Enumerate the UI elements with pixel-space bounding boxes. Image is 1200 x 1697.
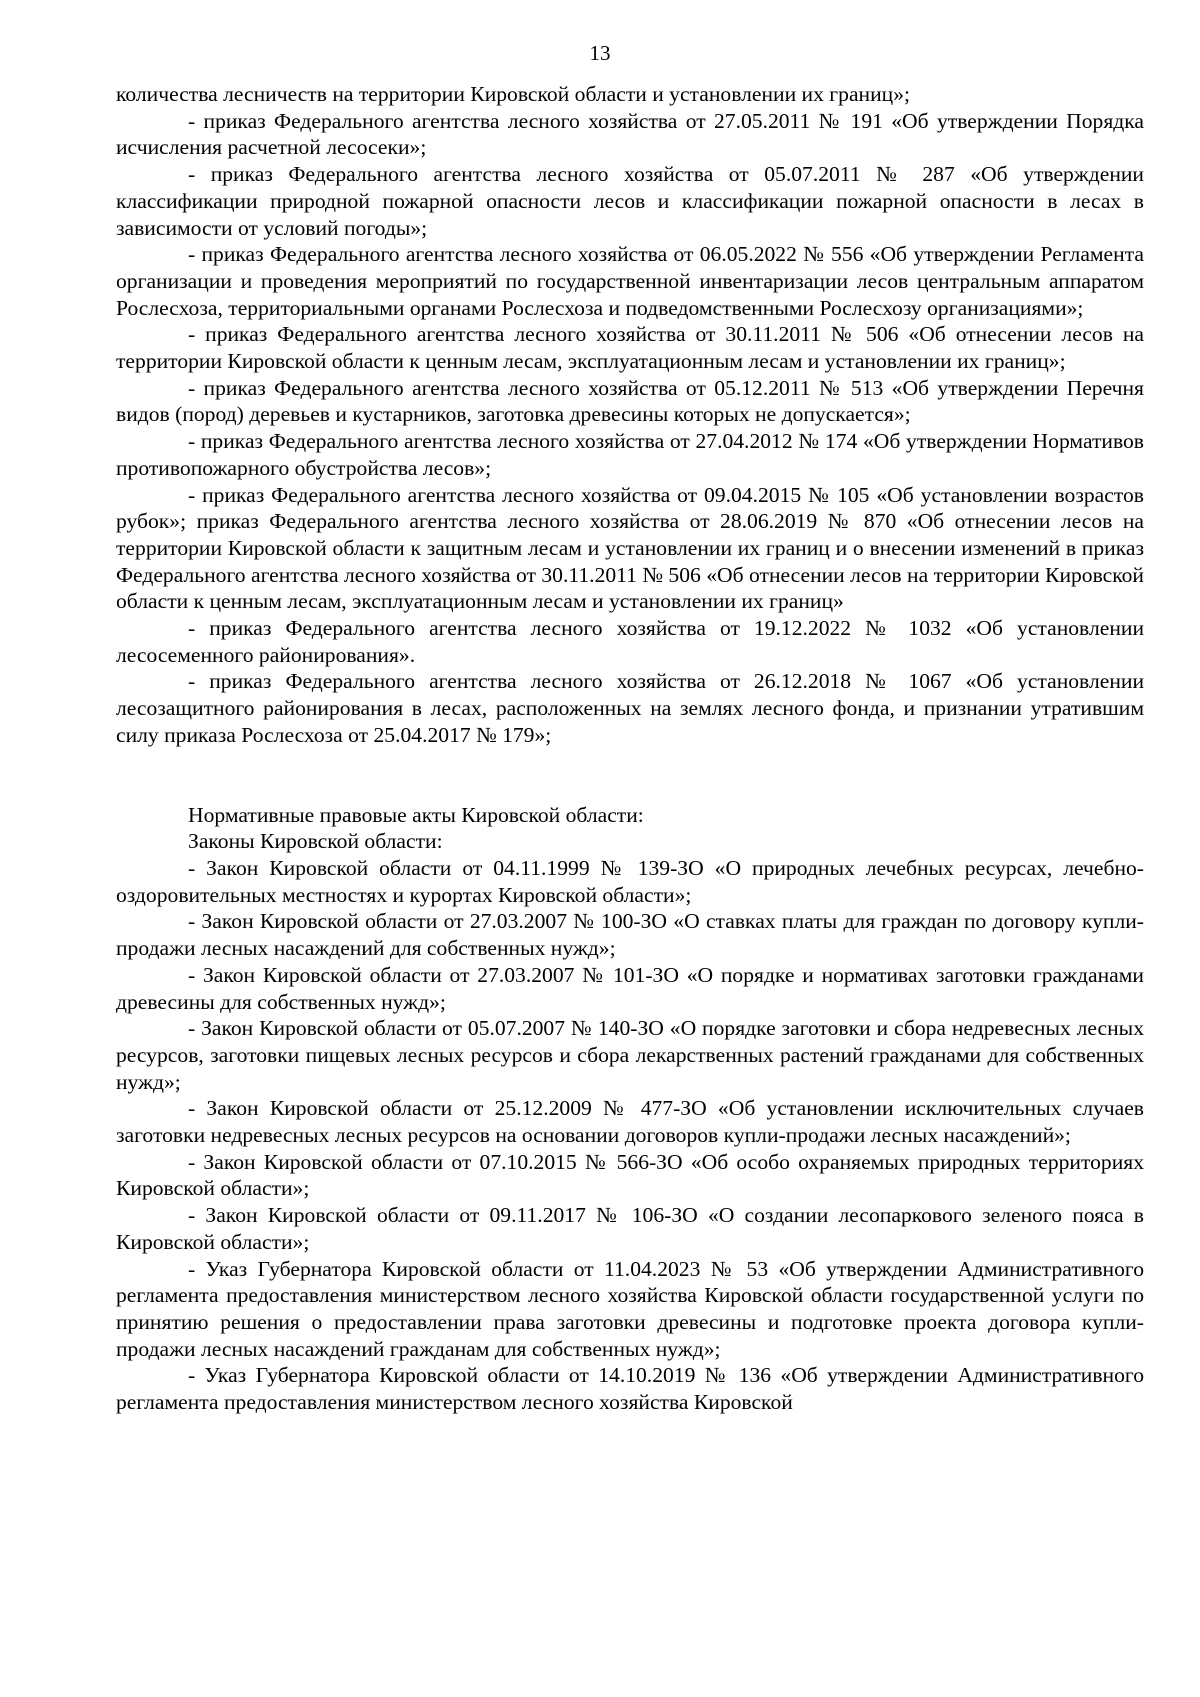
paragraph: - Указ Губернатора Кировской области от 14.10.2019 № 136 «Об утверждении Административного регламента предоставления министерством лесного хозяйства Кировской (116, 1363, 1144, 1415)
paragraph: - Закон Кировской области от 05.07.2007 № 140-ЗО «О порядке заготовки и сбора недревесных лесных ресурсов, заготовки пищевых лесных ресурсов и сбора лекарственных растений гражданами для собственных нужд»; (116, 1016, 1144, 1094)
paragraph: - Указ Губернатора Кировской области от 11.04.2023 № 53 «Об утверждении Административного регламента предоставления министерством лесного хозяйства Кировской области государственной услуги по принятию решения о предоставлении права заготовки древесины и подготовке проекта договора купли-продажи лесных насаждений гражданам для собственных нужд»; (116, 1256, 1144, 1361)
paragraph: - приказ Федерального агентства лесного хозяйства от 09.04.2015 № 105 «Об установлении возрастов рубок»; приказ Федерального агентства лесного хозяйства от 28.06.2019 № 870 «Об отнесении лесов на территории Кировской области к защитным лесам и установлении их границ и о внесении изменений в приказ Федерального агентства лесного хозяйства от 30.11.2011 № 506 «Об отнесении лесов на территории Кировской области к ценным лесам, эксплуатационным лесам и установлении их границ» (116, 482, 1144, 614)
paragraph: - Закон Кировской области от 27.03.2007 № 100-ЗО «О ставках платы для граждан по договору купли-продажи лесных насаждений для собственных нужд»; (116, 909, 1144, 961)
paragraph: - Закон Кировской области от 27.03.2007 № 101-ЗО «О порядке и нормативах заготовки гражданами древесины для собственных нужд»; (116, 962, 1144, 1014)
section-heading: Нормативные правовые акты Кировской области: (188, 802, 644, 827)
paragraph: - Закон Кировской области от 07.10.2015 № 566-ЗО «Об особо охраняемых природных территориях Кировской области»; (116, 1149, 1144, 1201)
paragraph: количества лесничеств на территории Кировской области и установлении их границ»; (116, 82, 910, 106)
paragraph: - приказ Федерального агентства лесного хозяйства от 19.12.2022 № 1032 «Об установлении лесосеменного районирования». (116, 616, 1144, 667)
subsection-heading: Законы Кировской области: (188, 829, 443, 854)
paragraph: - приказ Федерального агентства лесного хозяйства от 26.12.2018 № 1067 «Об установлении лесозащитного районирования в лесах, расположенных на землях лесного фонда, и признании утратившим силу приказа Рослесхоза от 25.04.2017 № 179»; (116, 669, 1144, 747)
paragraph: - приказ Федерального агентства лесного хозяйства от 27.04.2012 № 174 «Об утверждении Нормативов противопожарного обустройства лесов»; (116, 429, 1144, 480)
paragraph: - Закон Кировской области от 25.12.2009 № 477-ЗО «Об установлении исключительных случаев заготовки недревесных лесных ресурсов на основании договоров купли-продажи лесных насаждений»; (116, 1096, 1144, 1148)
paragraph: - приказ Федерального агентства лесного хозяйства от 27.05.2011 № 191 «Об утверждении Порядка исчисления расчетной лесосеки»; (116, 108, 1144, 160)
paragraph: - приказ Федерального агентства лесного хозяйства от 30.11.2011 № 506 «Об отнесении лесов на территории Кировской области к ценным лесам, эксплуатационным лесам и установлении их границ»; (116, 322, 1144, 374)
paragraph: - Закон Кировской области от 04.11.1999 № 139-ЗО «О природных лечебных ресурсах, лечебно-оздоровительных местностях и курортах Кировской области»; (116, 855, 1144, 907)
paragraph: - приказ Федерального агентства лесного хозяйства от 05.12.2011 № 513 «Об утверждении Перечня видов (пород) деревьев и кустарников, заготовка древесины которых не допускается»; (116, 375, 1144, 427)
document-body (116, 81, 1144, 1416)
page-number: 13 (589, 41, 611, 65)
paragraph: - приказ Федерального агентства лесного хозяйства от 06.05.2022 № 556 «Об утверждении Регламента организации и проведения мероприятий по государственной инвентаризации лесов центральным аппаратом Рослесхоза, территориальными органами Рослесхоза и подведомственными Рослесхозу организациями»; (116, 242, 1144, 320)
paragraph: - Закон Кировской области от 09.11.2017 № 106-ЗО «О создании лесопаркового зеленого пояса в Кировской области»; (116, 1203, 1144, 1254)
section-gap (116, 749, 1144, 802)
paragraph: - приказ Федерального агентства лесного хозяйства от 05.07.2011 № 287 «Об утверждении классификации природной пожарной опасности лесов и классификации пожарной опасности в лесах в зависимости от условий погоды»; (116, 162, 1144, 240)
